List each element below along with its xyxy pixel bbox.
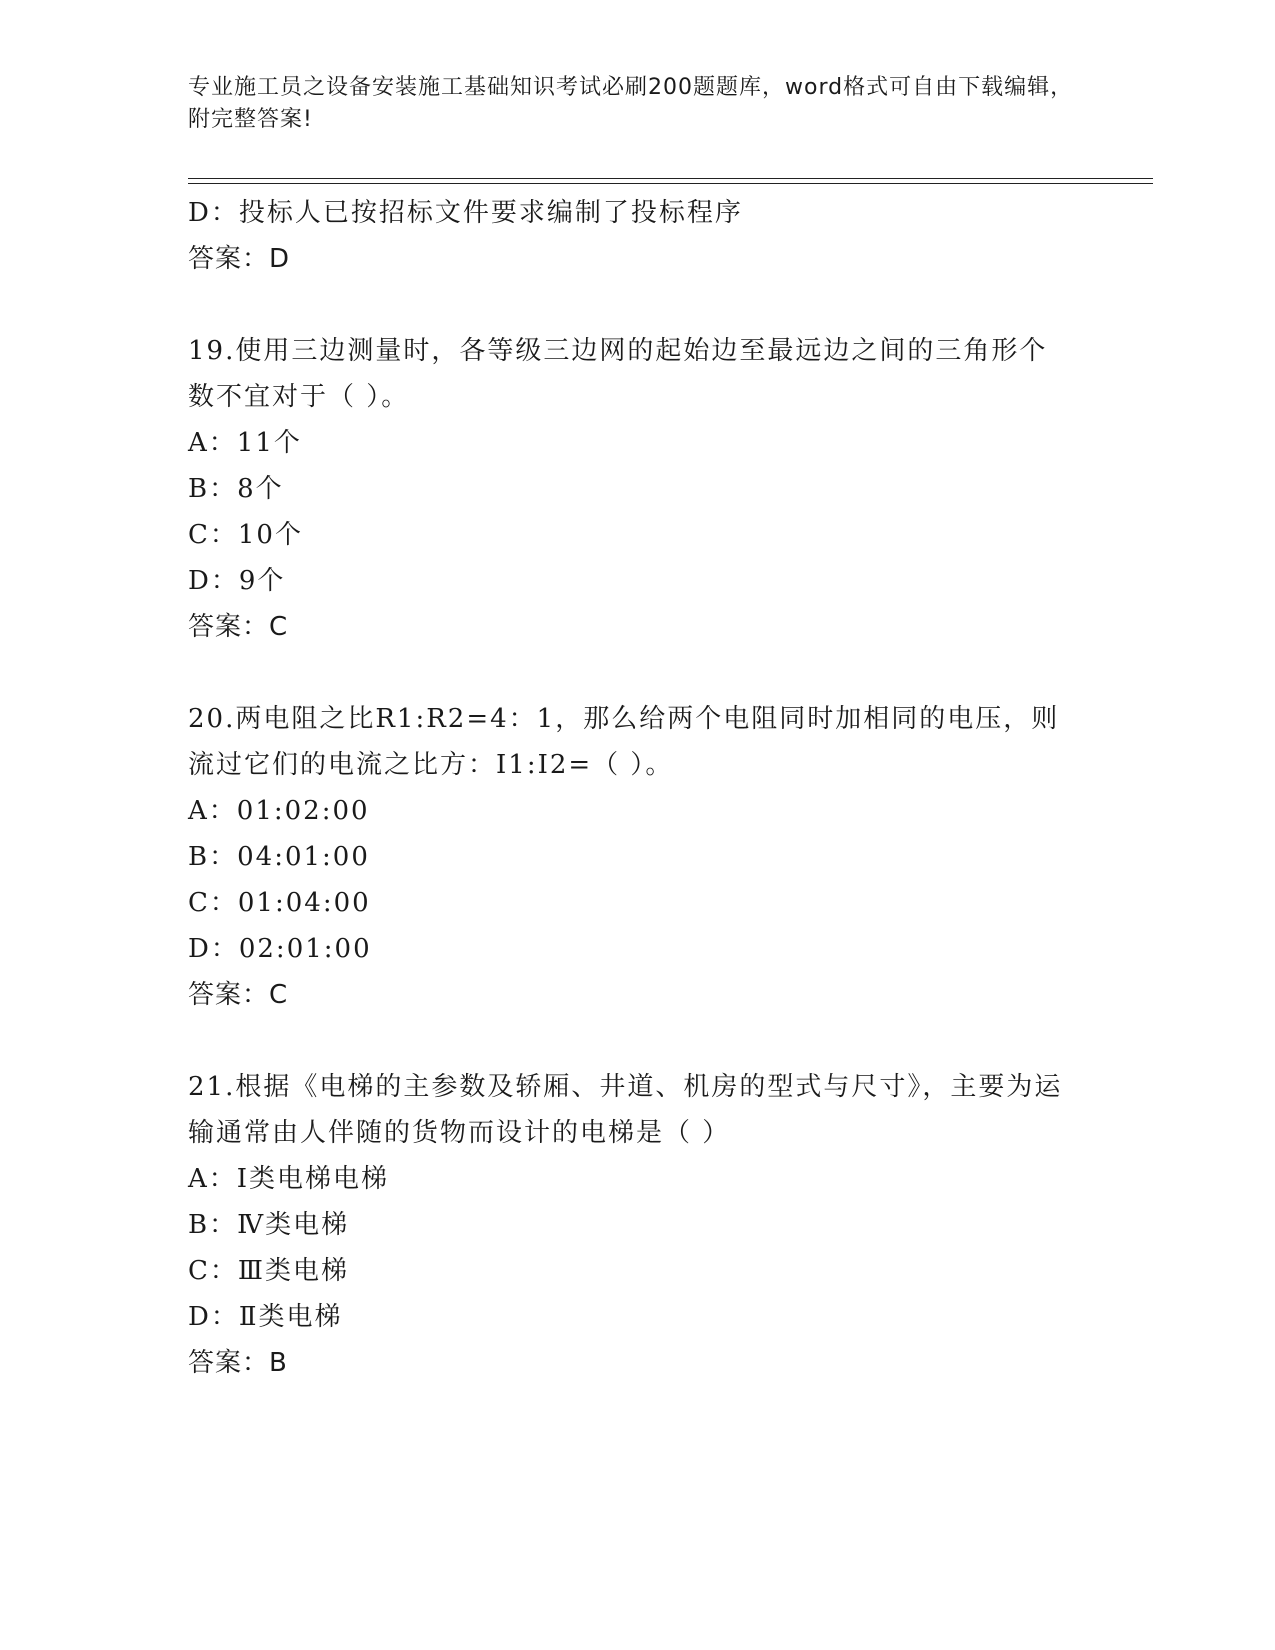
answer: 答案：C xyxy=(188,980,289,1010)
question-text: 20.两电阻之比R1:R2=4：1，那么给两个电阻同时加相同的电压，则流过它们的电流之比方：I1:I2=（ ）。 xyxy=(188,704,1060,780)
header-divider-top xyxy=(188,178,1153,179)
spacer xyxy=(188,282,1088,328)
option-d: D：Ⅱ类电梯 xyxy=(188,1302,343,1332)
option-c: C：10个 xyxy=(188,520,303,550)
option-b: B：04:01:00 xyxy=(188,842,370,872)
question-text: 21.根据《电梯的主参数及轿厢、井道、机房的型式与尺寸》，主要为运输通常由人伴随的货物而设计的电梯是（ ） xyxy=(188,1072,1063,1148)
option-d: D：02:01:00 xyxy=(188,934,372,964)
option-c: C：Ⅲ类电梯 xyxy=(188,1256,349,1286)
option-a: A：Ⅰ类电梯电梯 xyxy=(188,1164,390,1194)
document-body xyxy=(188,190,1088,1386)
answer: 答案：B xyxy=(188,1348,288,1378)
spacer xyxy=(188,650,1088,696)
prev-answer: 答案：D xyxy=(188,244,291,274)
spacer xyxy=(188,1018,1088,1064)
page-header: 专业施工员之设备安装施工基础知识考试必刷200题题库，word格式可自由下载编辑，附完整答案! xyxy=(188,75,1074,132)
question-20 xyxy=(188,696,1088,1018)
option-c: C：01:04:00 xyxy=(188,888,371,918)
answer: 答案：C xyxy=(188,612,289,642)
question-21 xyxy=(188,1064,1088,1386)
option-b: B：8个 xyxy=(188,474,284,504)
header-divider-bottom xyxy=(188,183,1153,184)
option-d: D：9个 xyxy=(188,566,286,596)
question-19 xyxy=(188,328,1088,650)
option-a: A：01:02:00 xyxy=(188,796,370,826)
question-text: 19.使用三边测量时，各等级三边网的起始边至最远边之间的三角形个数不宜对于（ ）。 xyxy=(188,336,1048,412)
option-a: A：11个 xyxy=(188,428,302,458)
prev-option-d: D：投标人已按招标文件要求编制了投标程序 xyxy=(188,198,743,228)
option-b: B：Ⅳ类电梯 xyxy=(188,1210,350,1240)
